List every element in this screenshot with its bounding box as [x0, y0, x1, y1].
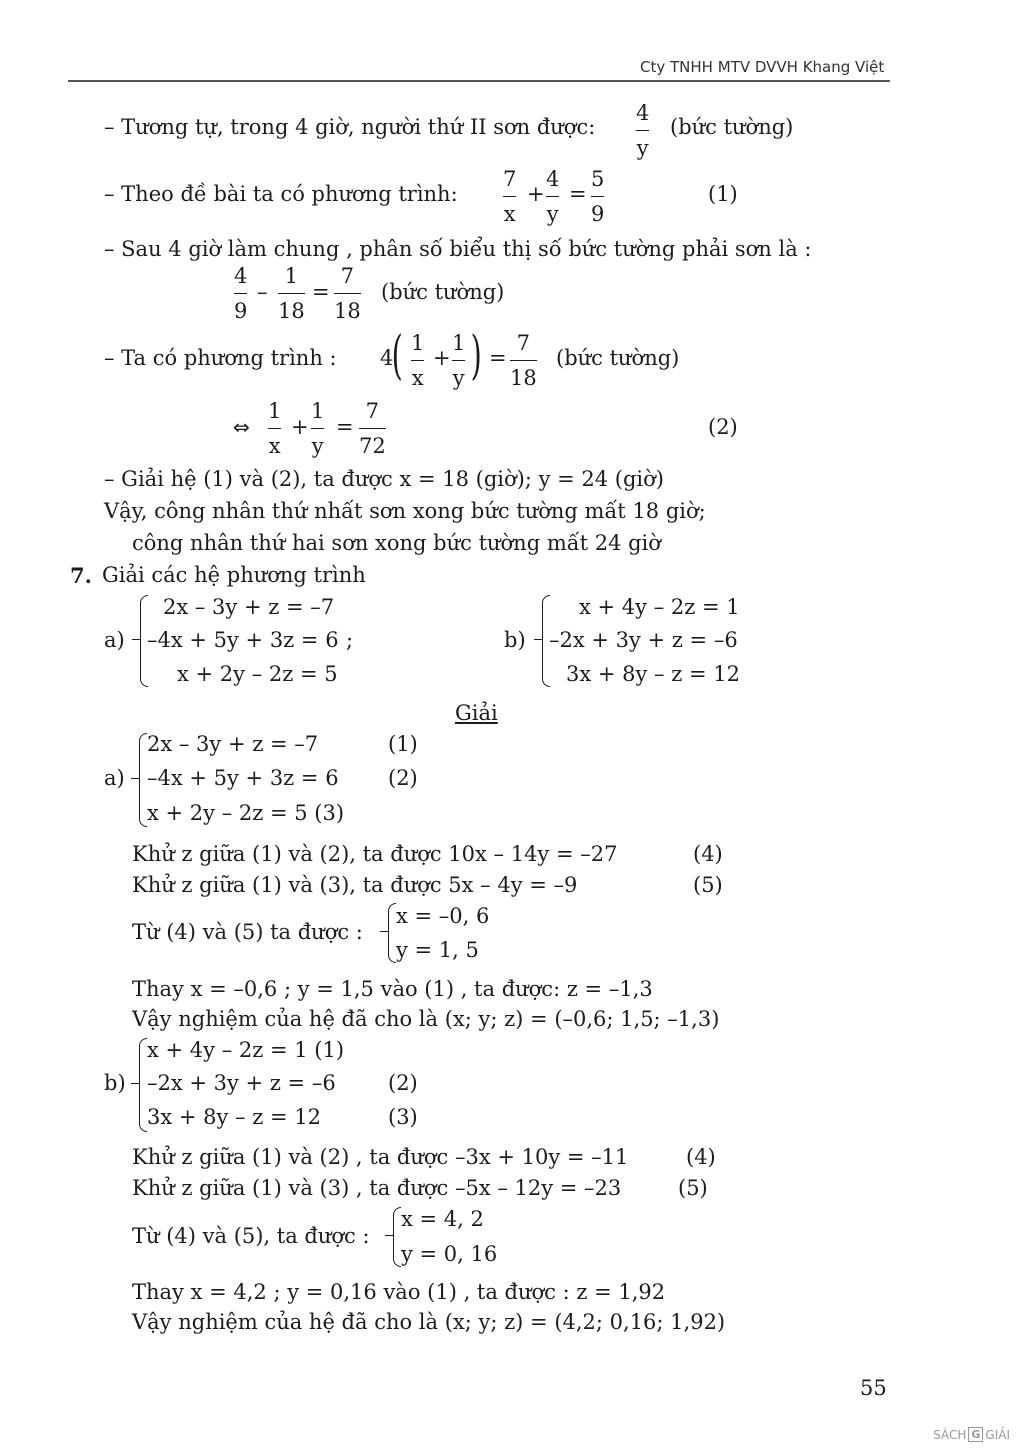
fraction-denominator: 9	[234, 299, 248, 323]
fraction-bar	[234, 293, 247, 294]
solution-b-substitute: Thay x = 4,2 ; y = 0,16 vào (1) , ta được : z = 1,92	[132, 1280, 666, 1304]
equation-tag: (4)	[693, 842, 723, 866]
plus-sign: +	[527, 182, 545, 206]
equation-tag: (2)	[388, 766, 418, 790]
solution-b-label: b)	[104, 1071, 126, 1095]
brace-notch	[131, 778, 139, 779]
fraction-4-over-y	[636, 103, 649, 159]
watermark-icon: G	[968, 1427, 983, 1442]
solution-a-from: Từ (4) và (5) ta được :	[132, 920, 363, 944]
fraction-1-over-x	[268, 401, 281, 457]
minus-sign: –	[257, 280, 268, 304]
equals-sign: =	[489, 346, 507, 370]
solution-b-eq-3: 3x + 8y – z = 12	[147, 1105, 321, 1129]
equation-tag: (5)	[678, 1176, 708, 1200]
fraction-1-over-x	[411, 333, 424, 389]
fraction-bar	[334, 293, 361, 294]
left-brace	[388, 903, 396, 963]
system-b-eq-2: –2x + 3y + z = –6	[549, 628, 738, 652]
left-paren: (	[391, 326, 403, 386]
text-line-7: – Giải hệ (1) và (2), ta được x = 18 (giờ); y = 24 (giờ)	[104, 467, 664, 491]
solution-a-step-1: Khử z giữa (1) và (2), ta được 10x – 14y = –27	[132, 842, 618, 866]
text-line-1: – Tương tự, trong 4 giờ, người thứ II sơn được:	[104, 115, 596, 139]
equation-tag: (5)	[693, 873, 723, 897]
solution-b-from: Từ (4) và (5), ta được :	[132, 1224, 370, 1248]
fraction-7-over-72	[359, 401, 386, 457]
left-brace	[393, 1207, 401, 1267]
fraction-denominator: x	[503, 202, 516, 226]
unit-text: (bức tường)	[381, 280, 505, 304]
system-a-eq-3: x + 2y – 2z = 5	[177, 662, 338, 686]
watermark-logo	[933, 1427, 1010, 1442]
fraction-denominator: 9	[591, 202, 605, 226]
plus-sign: +	[433, 346, 451, 370]
solution-b-eq-1: x + 4y – 2z = 1 (1)	[147, 1038, 345, 1062]
equation-tag: (2)	[388, 1071, 418, 1095]
solution-a-label: a)	[104, 766, 125, 790]
equation-tag: (4)	[686, 1145, 716, 1169]
problem-number: 7.	[70, 563, 92, 588]
equation-tag-2: (2)	[708, 415, 738, 439]
fraction-1-over-y	[452, 333, 465, 389]
brace-notch	[132, 639, 140, 640]
equals-sign: =	[569, 182, 587, 206]
fraction-7-over-18	[334, 266, 361, 322]
fraction-numerator: 7	[516, 331, 531, 355]
equation-tag: (1)	[388, 732, 418, 756]
equation-tag-1: (1)	[708, 182, 738, 206]
publisher-header: Cty TNHH MTV DVVH Khang Việt	[640, 58, 885, 76]
solution-a-y: y = 1, 5	[396, 938, 479, 962]
fraction-denominator: x	[411, 366, 424, 390]
fraction-numerator: 5	[591, 167, 605, 191]
brace-notch	[534, 639, 542, 640]
fraction-bar	[636, 130, 649, 131]
text-line-9: công nhân thứ hai sơn xong bức tường mất 24 giờ	[132, 531, 661, 555]
fraction-numerator: 4	[636, 101, 650, 125]
fraction-bar	[452, 360, 465, 361]
solution-b-y: y = 0, 16	[401, 1242, 498, 1266]
unit-text: (bức tường)	[556, 346, 680, 370]
equivalence-arrow: ⇔	[233, 415, 250, 439]
watermark-text: SÁCH	[933, 1427, 967, 1442]
fraction-7-over-x	[503, 169, 516, 225]
solution-b-step-1: Khử z giữa (1) và (2) , ta được –3x + 10y = –11	[132, 1145, 629, 1169]
text-line-8: Vậy, công nhân thứ nhất sơn xong bức tường mất 18 giờ;	[104, 499, 706, 523]
solution-a-eq-3: x + 2y – 2z = 5 (3)	[147, 801, 345, 825]
fraction-numerator: 4	[234, 264, 248, 288]
fraction-numerator: 1	[452, 331, 466, 355]
fraction-5-over-9	[591, 169, 604, 225]
solution-b-conclusion: Vậy nghiệm của hệ đã cho là (x; y; z) = (4,2; 0,16; 1,92)	[132, 1310, 726, 1334]
problem-title: Giải các hệ phương trình	[102, 563, 366, 587]
system-b-eq-3: 3x + 8y – z = 12	[566, 662, 740, 686]
system-b-eq-1: x + 4y – 2z = 1	[579, 595, 740, 619]
fraction-numerator: 1	[284, 264, 299, 288]
plus-sign: +	[291, 415, 309, 439]
fraction-denominator: 72	[359, 434, 386, 458]
solution-a-eq-2: –4x + 5y + 3z = 6	[147, 766, 339, 790]
solution-b-step-2: Khử z giữa (1) và (3) , ta được –5x – 12y = –23	[132, 1176, 622, 1200]
solution-a-x: x = –0, 6	[396, 904, 490, 928]
fraction-bar	[278, 293, 305, 294]
watermark-text: GIẢI	[985, 1427, 1010, 1442]
fraction-bar	[268, 428, 281, 429]
left-brace	[139, 733, 147, 827]
semicolon: ;	[346, 628, 354, 652]
unit-text: (bức tường)	[670, 115, 794, 139]
system-a-eq-1: 2x – 3y + z = –7	[163, 595, 335, 619]
equation-tag: (3)	[388, 1105, 418, 1129]
fraction-numerator: 1	[311, 399, 325, 423]
solution-heading: Giải	[455, 701, 498, 725]
fraction-numerator: 7	[340, 264, 355, 288]
text-line-5: – Ta có phương trình :	[104, 346, 337, 370]
solution-a-substitute: Thay x = –0,6 ; y = 1,5 vào (1) , ta được: z = –1,3	[132, 977, 653, 1001]
system-a-eq-2: –4x + 5y + 3z = 6	[147, 628, 339, 652]
fraction-denominator: 18	[334, 299, 361, 323]
system-b-label: b)	[504, 628, 526, 652]
fraction-numerator: 4	[546, 167, 560, 191]
brace-notch	[385, 1235, 393, 1236]
equals-sign: =	[336, 415, 354, 439]
fraction-7-over-18	[510, 333, 537, 389]
fraction-1-over-y	[311, 401, 324, 457]
fraction-denominator: y	[636, 136, 649, 160]
fraction-denominator: 18	[278, 299, 305, 323]
solution-a-eq-1: 2x – 3y + z = –7	[147, 732, 319, 756]
fraction-numerator: 7	[365, 399, 380, 423]
brace-notch	[380, 931, 388, 932]
solution-b-eq-2: –2x + 3y + z = –6	[147, 1071, 336, 1095]
header-rule	[68, 80, 890, 82]
fraction-denominator: y	[311, 434, 324, 458]
right-paren: )	[470, 326, 482, 386]
left-brace	[139, 1038, 147, 1132]
brace-notch	[131, 1083, 139, 1084]
fraction-bar	[359, 428, 386, 429]
fraction-denominator: 18	[510, 366, 537, 390]
fraction-denominator: y	[452, 366, 465, 390]
fraction-4-over-y	[546, 169, 559, 225]
solution-a-conclusion: Vậy nghiệm của hệ đã cho là (x; y; z) = (–0,6; 1,5; –1,3)	[132, 1007, 720, 1031]
text-line-3: – Sau 4 giờ làm chung , phân số biểu thị số bức tường phải sơn là :	[104, 237, 812, 261]
fraction-numerator: 7	[503, 167, 517, 191]
equals-sign: =	[312, 280, 330, 304]
fraction-4-over-9	[234, 266, 247, 322]
solution-b-x: x = 4, 2	[401, 1207, 484, 1231]
fraction-bar	[591, 196, 604, 197]
fraction-bar	[411, 360, 424, 361]
system-a-label: a)	[104, 628, 125, 652]
fraction-numerator: 1	[411, 331, 425, 355]
fraction-numerator: 1	[268, 399, 282, 423]
solution-a-step-2: Khử z giữa (1) và (3), ta được 5x – 4y = –9	[132, 873, 578, 897]
fraction-bar	[503, 196, 516, 197]
fraction-bar	[311, 428, 324, 429]
text-line-2: – Theo đề bài ta có phương trình:	[104, 182, 458, 206]
page-number: 55	[860, 1376, 887, 1400]
fraction-bar	[546, 196, 559, 197]
coefficient: 4	[380, 346, 394, 370]
fraction-denominator: y	[546, 202, 559, 226]
fraction-bar	[510, 360, 537, 361]
fraction-denominator: x	[268, 434, 281, 458]
fraction-1-over-18	[278, 266, 305, 322]
